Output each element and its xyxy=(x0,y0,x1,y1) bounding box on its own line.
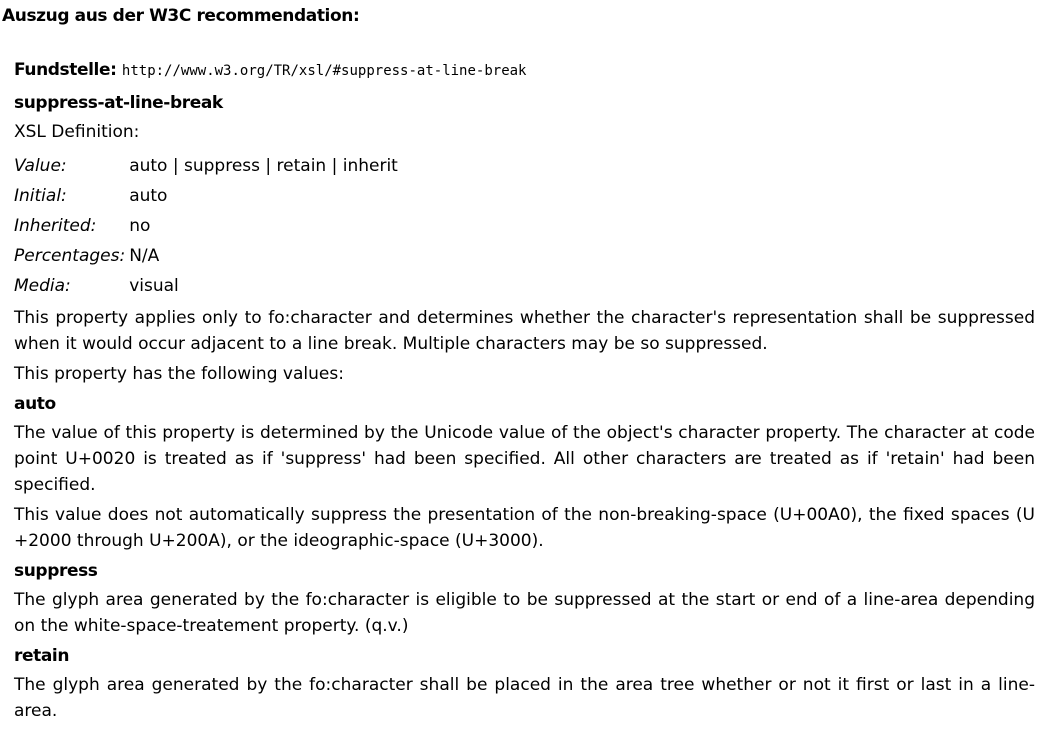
definition-table xyxy=(10,151,402,301)
definition-key: Media: xyxy=(14,276,71,296)
property-description: This property applies only to fo:character and determines whether the character's representation shall be suppressed when it would occur adjacent to a line break. Multiple characters may be so suppressed. xyxy=(14,308,1035,354)
definition-key: Percentages: xyxy=(14,246,126,266)
property-name: suppress-at-line-break xyxy=(14,93,223,113)
value-suppress-paragraph: The glyph area generated by the fo:character is eligible to be suppressed at the start or end of a line-area depending on the white-space-treatement property. (q.v.) xyxy=(14,590,1035,636)
definition-value: visual xyxy=(129,276,179,296)
value-term-auto: auto xyxy=(14,394,56,414)
value-term-retain: retain xyxy=(14,646,70,666)
values-intro: This property has the following values: xyxy=(14,364,344,384)
page-heading: Auszug aus der W3C recommendation: xyxy=(2,6,360,26)
definition-value: auto | suppress | retain | inherit xyxy=(129,156,398,176)
definition-row xyxy=(14,181,398,211)
definition-key: Inherited: xyxy=(14,216,97,236)
value-retain-paragraph: The glyph area generated by the fo:character shall be placed in the area tree whether or not it first or last in a line-area. xyxy=(14,675,1035,721)
definition-key: Initial: xyxy=(14,186,67,206)
source-url: http://www.w3.org/TR/xsl/#suppress-at-line-break xyxy=(121,63,527,79)
spec-excerpt xyxy=(14,56,1035,728)
definition-row xyxy=(14,211,398,241)
definition-row xyxy=(14,271,398,301)
source-line xyxy=(14,56,1035,85)
definition-value: N/A xyxy=(129,246,160,266)
xsl-definition-label: XSL Definition: xyxy=(14,122,140,142)
definition-row xyxy=(14,241,398,271)
definition-value: no xyxy=(129,216,151,236)
definition-row xyxy=(14,151,398,181)
definition-value: auto xyxy=(129,186,168,206)
source-label: Fundstelle: xyxy=(14,60,117,80)
definition-key: Value: xyxy=(14,156,67,176)
value-term-suppress: suppress xyxy=(14,561,98,581)
value-auto-paragraph: This value does not automatically suppress the presentation of the non-breaking-space (U+00A0), the fixed spaces (U +2000 through U+200A), or the ideographic-space (U+3000). xyxy=(14,505,1035,551)
value-auto-paragraph: The value of this property is determined by the Unicode value of the object's character property. The character at code point U+0020 is treated as if 'suppress' had been specified. All other characters are treated as if 'retain' had been specified. xyxy=(14,423,1035,495)
